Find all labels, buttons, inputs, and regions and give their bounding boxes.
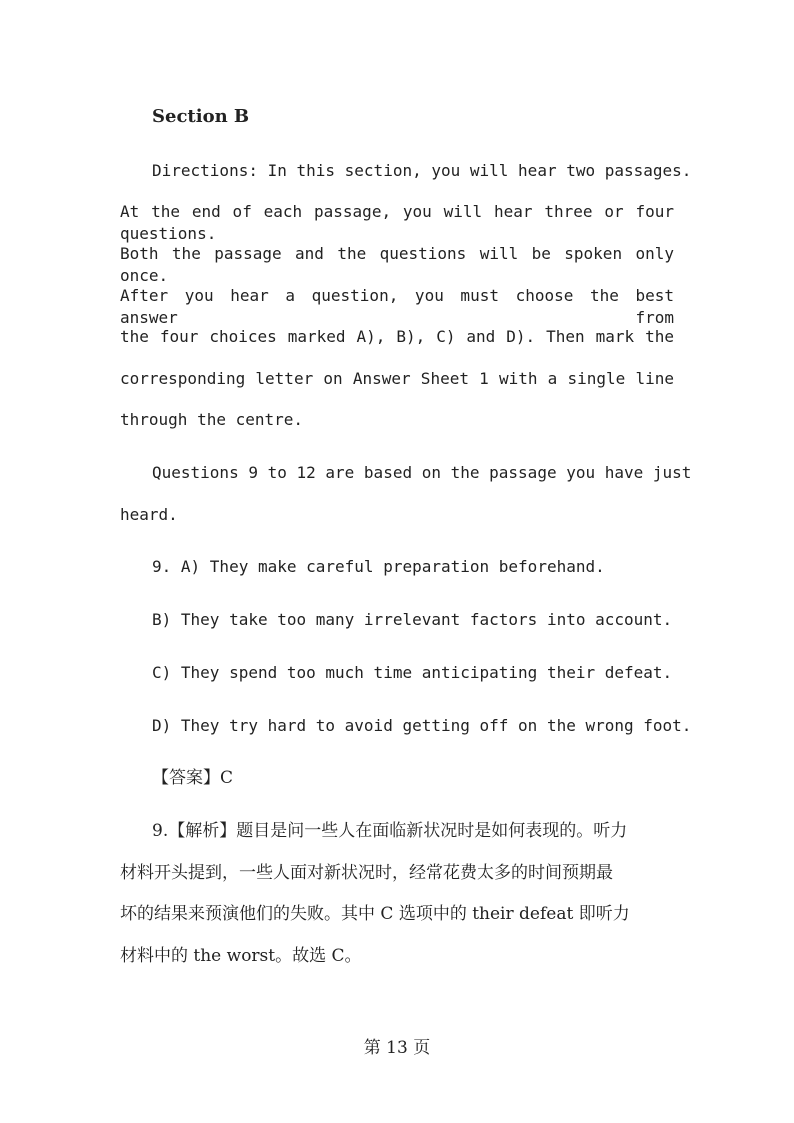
instruction-line: heard. — [120, 505, 178, 524]
directions-line: Both the passage and the questions will be spoken only once. — [120, 244, 674, 285]
directions-line: corresponding letter on Answer Sheet 1 with a single line — [120, 369, 674, 388]
question-option: B) They take too many irrelevant factors into account. — [152, 610, 673, 629]
directions-line: Directions: In this section, you will hear two passages. — [152, 161, 692, 180]
directions-line: the four choices marked A), B), C) and D). Then mark the — [120, 327, 674, 346]
question-option: 9. A) They make careful preparation beforehand. — [152, 557, 605, 576]
directions-line: through the centre. — [120, 410, 304, 429]
directions-line: At the end of each passage, you will hear three or four questions. — [120, 202, 674, 243]
question-option: C) They spend too much time anticipating their defeat. — [152, 663, 673, 682]
analysis-line: 材料中的 the worst。故选 C。 — [120, 946, 362, 966]
question-option: D) They try hard to avoid getting off on the wrong foot. — [152, 716, 692, 735]
analysis-line: 坏的结果来预演他们的失败。其中 C 选项中的 their defeat 即听力 — [120, 904, 630, 924]
directions-line: After you hear a question, you must choose the best answer from — [120, 286, 674, 327]
analysis-line: 9.【解析】题目是问一些人在面临新状况时是如何表现的。听力 — [152, 821, 628, 841]
answer-label: 【答案】C — [152, 768, 234, 788]
section-title: Section B — [152, 106, 250, 127]
instruction-line: Questions 9 to 12 are based on the passage you have just — [152, 463, 692, 482]
page-number: 第 13 页 — [363, 1038, 431, 1058]
analysis-line: 材料开头提到，一些人面对新状况时，经常花费太多的时间预期最 — [120, 863, 613, 883]
